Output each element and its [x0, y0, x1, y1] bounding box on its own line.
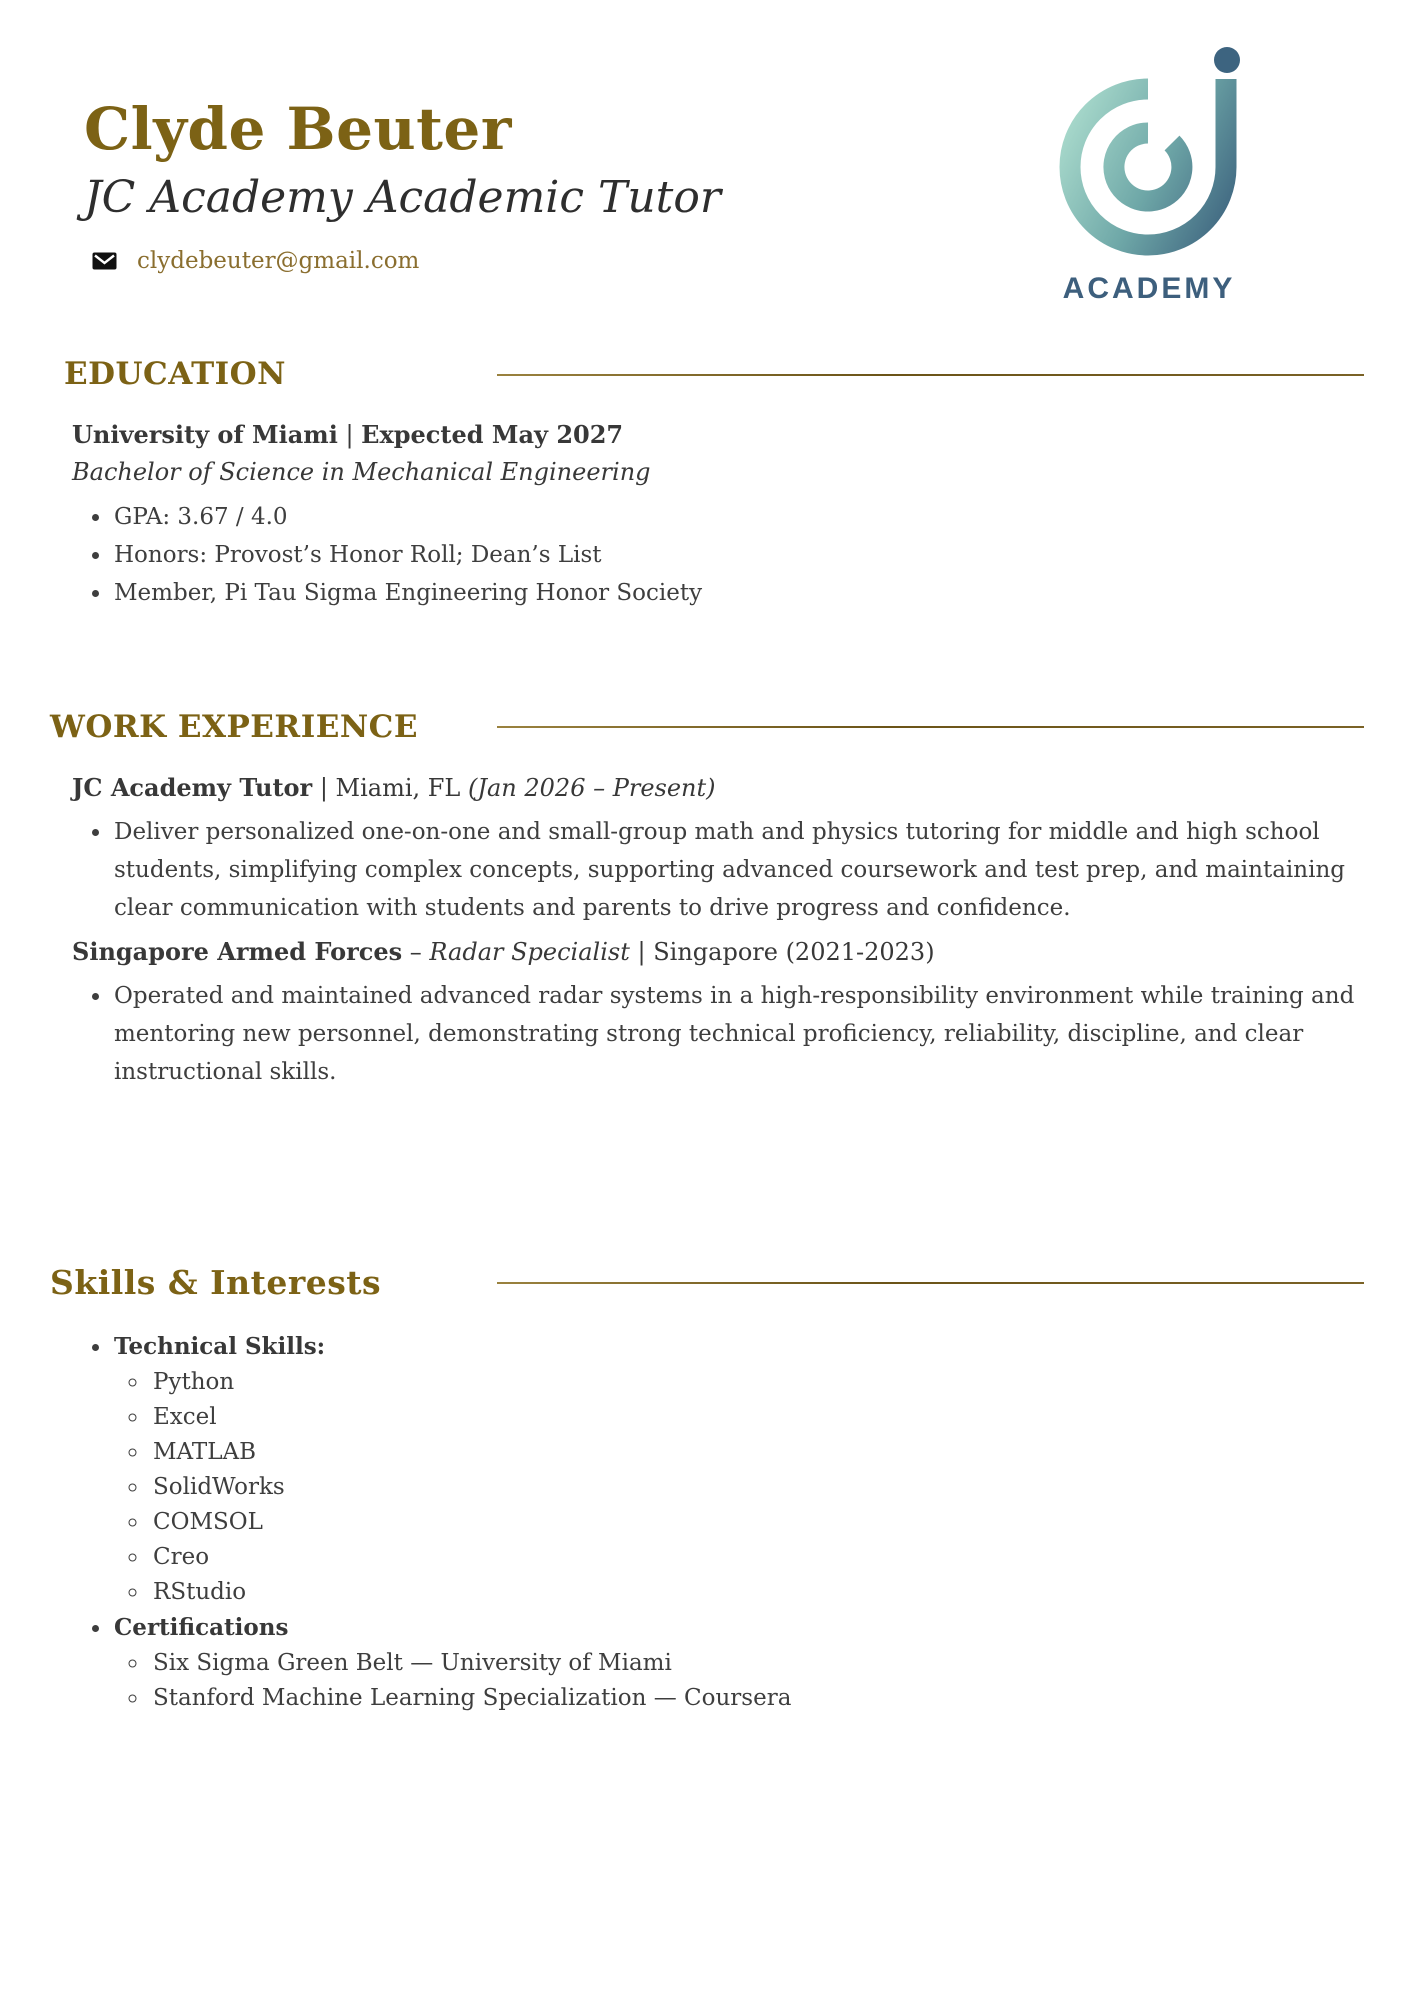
- section-divider: [497, 726, 1364, 728]
- education-section-head: [50, 356, 1364, 393]
- education-heading: EDUCATION: [64, 356, 286, 393]
- job-title: JC Academy Academic Tutor: [84, 172, 721, 224]
- degree-line: Bachelor of Science in Mechanical Engineering: [72, 458, 651, 487]
- education-entry-title: [72, 419, 1359, 451]
- work-entry: [72, 936, 1359, 1091]
- skill-item: ◦ RStudio: [149, 1575, 1359, 1610]
- section-divider: [497, 374, 1364, 376]
- skill-item: ◦ Python: [149, 1365, 1359, 1400]
- skills-heading: Skills & Interests: [50, 1263, 382, 1303]
- work-heading: WORK EXPERIENCE: [50, 708, 418, 745]
- text-segment: (Jan 2026 – Present): [468, 773, 716, 802]
- education-bullet: • Honors: Provost’s Honor Roll; Dean’s List: [112, 536, 1359, 574]
- person-name: Clyde Beuter: [84, 95, 512, 163]
- work-bullet: • Deliver personalized one-on-one and small-group math and physics tutoring for middle and high school students, simplifying complex concepts, supporting advanced coursework and test prep, and maintaining clear communication with students and parents to drive progress and confidence.: [112, 813, 1359, 927]
- skills-body: [72, 1329, 1359, 1716]
- section-skills-interests: [0, 1263, 1414, 1716]
- education-bullet: • Member, Pi Tau Sigma Engineering Honor Society: [112, 574, 1359, 612]
- skill-group-label: Technical Skills:: [114, 1332, 326, 1360]
- company-logo: [1038, 40, 1260, 306]
- email-address[interactable]: clydebeuter@gmail.com: [137, 248, 420, 275]
- text-segment: |: [337, 421, 362, 450]
- skills-section-head: [50, 1263, 1364, 1303]
- work-entry-title: [72, 936, 1359, 968]
- certifications-list: [114, 1646, 1359, 1716]
- skill-item: ◦ COMSOL: [149, 1505, 1359, 1540]
- skill-item: ◦ SolidWorks: [149, 1470, 1359, 1505]
- certification-item: ◦ Stanford Machine Learning Specialization — Coursera: [149, 1681, 1359, 1716]
- text-segment: Singapore Armed Forces: [72, 936, 403, 966]
- education-bullet-list: [72, 498, 1359, 612]
- j-dot: [1214, 47, 1240, 73]
- skill-item: ◦ MATLAB: [149, 1435, 1359, 1470]
- text-segment: JC Academy Tutor: [72, 772, 313, 802]
- skill-group-label: Certifications: [114, 1613, 289, 1641]
- text-segment: | Miami, FL: [312, 773, 468, 802]
- skill-item: ◦ Excel: [149, 1400, 1359, 1435]
- text-segment: Expected May 2027: [361, 420, 624, 450]
- skills-group-list: [72, 1329, 1359, 1716]
- text-segment: University of Miami: [72, 420, 338, 450]
- technical-skills-list: [114, 1365, 1359, 1610]
- text-segment: –: [402, 937, 430, 966]
- text-segment: Radar Specialist: [429, 937, 630, 966]
- education-body: [72, 419, 1359, 611]
- text-segment: | Singapore (2021-2023): [629, 937, 935, 966]
- skill-item: ◦ Creo: [149, 1540, 1359, 1575]
- work-entry: [72, 772, 1359, 927]
- skill-group: [112, 1610, 1359, 1716]
- logo-academy-text: ACADEMY: [1062, 272, 1236, 305]
- header: [0, 95, 1414, 305]
- work-section-head: [50, 709, 1364, 746]
- skill-group: [112, 1329, 1359, 1610]
- work-bullet-list: [72, 977, 1359, 1091]
- section-education: [0, 356, 1414, 612]
- email-icon: [92, 252, 117, 270]
- certification-item: ◦ Six Sigma Green Belt — University of Miami: [149, 1646, 1359, 1681]
- section-work-experience: [0, 709, 1414, 1092]
- section-divider: [497, 1282, 1364, 1284]
- jc-monogram-icon: [1038, 40, 1260, 268]
- work-entry-title: [72, 772, 1359, 804]
- work-body: [72, 772, 1359, 1091]
- work-bullet: • Operated and maintained advanced radar systems in a high-responsibility environment while training and mentoring new personnel, demonstrating strong technical proficiency, reliability, discipline, and clear instructional skills.: [112, 977, 1359, 1091]
- work-bullet-list: [72, 813, 1359, 927]
- education-bullet: • GPA: 3.67 / 4.0: [112, 498, 1359, 536]
